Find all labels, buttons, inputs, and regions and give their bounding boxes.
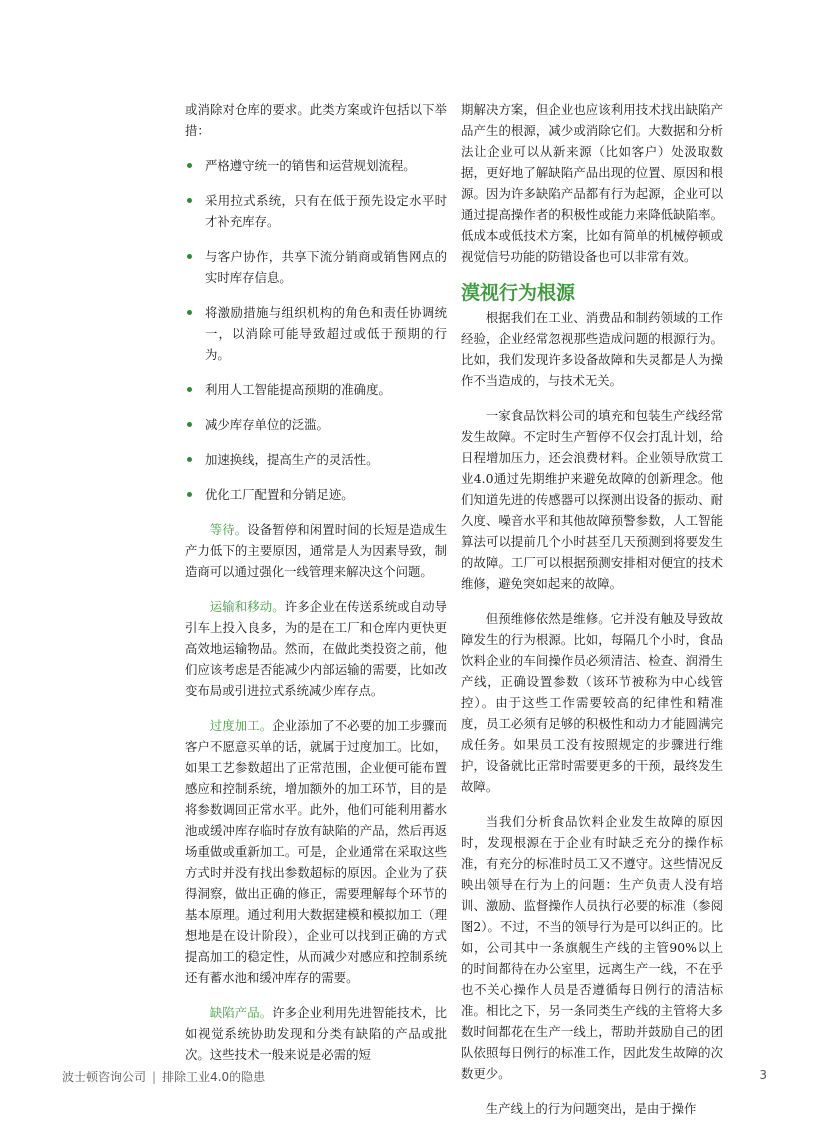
overprocessing-paragraph: 过度加工。企业添加了不必要的加工步骤而客户不愿意买单的话，就属于过度加工。比如，如果工艺参数超出了正常范围，企业便可能布置感应和控制系统，增加额外的加工环节，目的是将参数调回正常水平。此外，他们可能利用蓄水池或缓冲库存临时存放有缺陷的产品，然后再返场重做或重新加工。可是，企业通常在采取这些方式时并没有找出参数超标的原因。企业为了获得洞察，做出正确的修正，需要理解每个环节的基本原理。通过利用大数据建模和模拟加工（理想地是在设计阶段），企业可以找到正确的方式提高加工的稳定性，从而减少对感应和控制系统还有蓄水池和缓冲库存的需要。: [185, 718, 448, 985]
body-paragraph: 但预维修依然是维修。它并没有触及导致故障发生的行为根源。比如，每隔几个小时，食品饮料企业的车间操作员必须清洁、检查、润滑生产线，正确设置参数（该环节被称为中心线管控）。由于这些工作需要较高的纪律性和精准度，员工必须有足够的积极性和动力才能圆满完成任务。如果员工没有按照规定的步骤进行维护，设备就比正常时需要更多的干预，最终发生故障。: [461, 611, 723, 794]
defects-continuation-paragraph: 期解决方案，但企业也应该利用技术找出缺陷产品产生的根源，减少或消除它们。大数据和分析法让企业可以从新来源（比如客户）处汲取数据，更好地了解缺陷产品出现的位置、原因和根源。因为许多缺陷产品都有行为起源，企业可以通过提高操作者的积极性或能力来降低缺陷率。低成本或低技术方案，比如有简单的机械停顿或视觉信号功能的防错设备也可以非常有效。: [461, 102, 723, 264]
waiting-paragraph: 等待。设备暂停和闲置时间的长短是造成生产力低下的主要原因，通常是人为因素导致，制造商可以通过强化一线管理来解决这个问题。: [185, 522, 447, 579]
transport-keyword: 运输和移动。: [209, 599, 285, 614]
bullet-dot-icon: [187, 387, 192, 392]
bullet-dot-icon: [187, 457, 192, 462]
overprocessing-keyword: 过度加工。: [209, 718, 273, 733]
page-number: 3: [759, 1068, 767, 1082]
defects-keyword: 缺陷产品。: [209, 1005, 273, 1020]
bullet-dot-icon: [187, 254, 192, 259]
footer-company: 波士顿咨询公司: [62, 1070, 147, 1084]
right-column: [461, 99, 723, 1133]
footer-title: [62, 1068, 265, 1085]
bullet-item: 利用人工智能提高预期的准确度。: [185, 379, 447, 400]
transport-paragraph: 运输和移动。许多企业在传送系统或自动导引车上投入良多，为的是在工厂和仓库内更快更高效地运输物品。然而，在做此类投资之前，他们应该考虑是否能减少内部运输的需要，比如改变布局或引进拉式系统减少库存点。: [185, 599, 447, 698]
body-paragraph: 当我们分析食品饮料企业发生故障的原因时，发现根源在于企业有时缺乏充分的操作标准，有充分的标准时员工又不遵守。这些情况反映出领导在行为上的问题：生产负责人没有培训、激励、监督操作人员执行必要的标准（参阅图2）。不过，不当的领导行为是可以纠正的。比如，公司其中一条旗舰生产线的主管90%以上的时间都待在办公室里，远离生产一线，不在乎也不关心操作人员是否遵循每日例行的清洁标准。相比之下，另一条同类生产线的主管将大多数时间都花在生产一线上，帮助并鼓励自己的团队依照每日例行的标准工作，因此发生故障的次数更少。: [461, 814, 723, 1081]
footer-doc-title: 排除工业4.0的隐患: [162, 1070, 266, 1084]
body-paragraph: 生产线上的行为问题突出，是由于操作: [485, 1101, 697, 1116]
left-column: [185, 99, 447, 1079]
bullet-list: [185, 155, 447, 505]
waiting-keyword: 等待。: [209, 522, 248, 537]
body-paragraph: 根据我们在工业、消费品和制药领域的工作经验，企业经常忽视那些造成问题的根源行为。比如，我们发现许多设备故障和失灵都是人为操作不当造成的，与技术无关。: [461, 310, 723, 388]
section-heading: 漠视行为根源: [461, 282, 576, 304]
bullet-item: 将激励措施与组织机构的角色和责任协调统一，以消除可能导致超过或低于预期的行为。: [185, 302, 447, 365]
bullet-item: 减少库存单位的泛滥。: [185, 414, 447, 435]
bullet-dot-icon: [187, 198, 192, 203]
bullet-item: 加速换线，提高生产的灵活性。: [185, 449, 447, 470]
bullet-item: 与客户协作，共享下流分销商或销售网点的实时库存信息。: [185, 246, 447, 288]
bullet-item: 优化工厂配置和分销足迹。: [185, 484, 447, 505]
intro-paragraph: 或消除对仓库的要求。此类方案或许包括以下举措：: [185, 102, 447, 138]
bullet-item: 采用拉式系统，只有在低于预先设定水平时才补充库存。: [185, 190, 447, 232]
bullet-dot-icon: [187, 422, 192, 427]
bullet-dot-icon: [187, 492, 192, 497]
body-paragraph: 一家食品饮料公司的填充和包装生产线经常发生故障。不定时生产暂停不仅会打乱计划，给日程增加压力，还会浪费材料。企业领导欣赏工业4.0通过先期维护来避免故障的创新理念。他们知道先进的传感器可以探测出设备的振动、耐久度、噪音水平和其他故障预警参数，人工智能算法可以提前几个小时甚至几天预测到将要发生的故障。工厂可以根据预测安排相对便宜的技术维修，避免突如起来的故障。: [461, 408, 723, 591]
bullet-item: 严格遵守统一的销售和运营规划流程。: [185, 155, 447, 176]
bullet-dot-icon: [187, 163, 192, 168]
page-footer: [62, 1068, 767, 1086]
bullet-dot-icon: [187, 310, 192, 315]
footer-separator: |: [152, 1070, 157, 1084]
defects-paragraph: 缺陷产品。许多企业利用先进智能技术，比如视觉系统协助发现和分类有缺陷的产品或批次。这些技术一般来说是必需的短: [185, 1005, 448, 1062]
